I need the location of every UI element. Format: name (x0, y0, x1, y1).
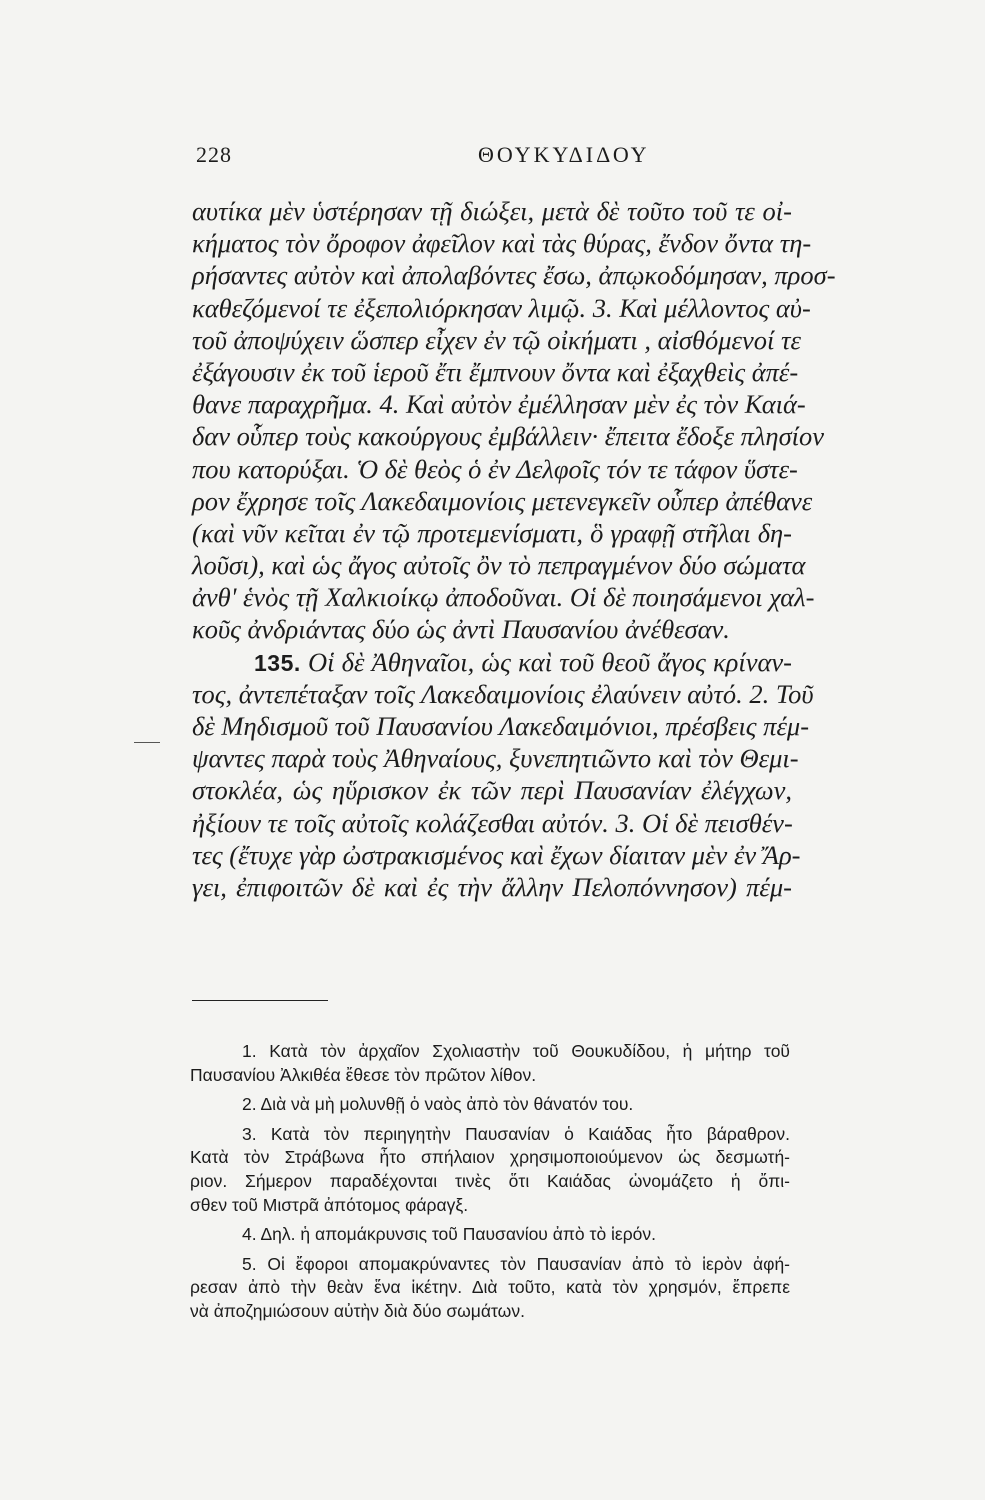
margin-mark (134, 742, 160, 743)
page-header (196, 142, 786, 172)
footnote-line: 2. Διὰ νὰ μὴ μολυνθῇ ὁ ναὸς ἀπὸ τὸν θάνατόν του. (242, 1094, 634, 1115)
footnotes (190, 1040, 790, 1330)
text-line: ρον ἔχρησε τοῖς Λακεδαιμονίοις μετενεγκεῖν οὗπερ ἀπέθανε (192, 485, 813, 516)
section-first-line (192, 646, 792, 678)
text-line: κοῦς ἀνδριάντας δύο ὡς ἀντὶ Παυσανίου ἀνέθεσαν. (192, 614, 730, 645)
text-line: ἐξάγουσιν ἐκ τοῦ ἱεροῦ ἔτι ἔμπνουν ὄντα καὶ ἐξαχθεὶς ἀπέ- (192, 356, 799, 387)
footnote-5 (190, 1253, 790, 1324)
text-line: δὲ Μηδισμοῦ τοῦ Παυσανίου Λακεδαιμόνιοι, πρέσβεις πέμ- (192, 711, 810, 741)
text-line: καθεζόμενοί τε ἐξεπολιόρκησαν λιμῷ. 3. Καὶ μέλλοντος αὐ- (192, 292, 811, 323)
text-line: γει, ἐπιφοιτῶν δὲ καὶ ἐς τὴν ἄλλην Πελοπόννησον) πέμ- (192, 871, 792, 902)
footnote-1 (190, 1040, 790, 1087)
text-line: στοκλέα, ὡς ηὕρισκον ἐκ τῶν περὶ Παυσανίαν ἐλέγχων, (192, 775, 792, 806)
section-first-line-text: Οἱ δὲ Ἀθηναῖοι, ὡς καὶ τοῦ θεοῦ ἄγος κρίναν- (307, 646, 793, 677)
footnote-line: Κατὰ τὸν Στράβωνα ἦτο σπήλαιον χρησιμοποιούμενον ὡς δεσμωτή- (190, 1147, 790, 1168)
text-line: τες (ἔτυχε γὰρ ὠστρακισμένος καὶ ἔχων δίαιταν μὲν ἐν Ἄρ- (192, 839, 801, 870)
text-line: ἀνθ' ἑνὸς τῇ Χαλκιοίκῳ ἀποδοῦναι. Οἱ δὲ ποιησάμενοι χαλ- (192, 582, 815, 613)
section-number: 135. (254, 649, 301, 676)
footnote-4 (190, 1223, 790, 1247)
footnote-line: νὰ ἀποζημιώσουν αὐτὴν διὰ δύο σωμάτων. (190, 1300, 525, 1321)
footnote-line: 5. Οἱ ἔφοροι απομακρύναντες τὸν Παυσανίαν ἀπὸ τὸ ἱερὸν ἀφή- (242, 1253, 790, 1274)
text-line: θανε παραχρῆμα. 4. Καὶ αὐτὸν ἐμέλλησαν μὲν ἐς τὸν Καιά- (192, 389, 806, 420)
footnote-line: σθεν τοῦ Μιστρᾶ ἀπότομος φάραγξ. (190, 1194, 469, 1215)
footnote-2 (190, 1093, 790, 1117)
text-line: (καὶ νῦν κεῖται ἐν τῷ προτεμενίσματι, ὃ γραφῇ στῆλαι δη- (192, 517, 792, 548)
footnote-divider (192, 1000, 328, 1001)
footnote-line: Παυσανίου Ἀλκιθέα ἔθεσε τὸν πρῶτον λίθον. (190, 1064, 537, 1085)
footnote-line: ρεσαν ἀπὸ τὴν θεὰν ἕνα ἱκέτην. Διὰ τοῦτο, κατὰ τὸν χρησμόν, ἔπρεπε (190, 1277, 790, 1298)
running-head: ΘΟΥΚΥΔΙΔΟΥ (478, 142, 650, 167)
page-number: 228 (196, 142, 232, 167)
footnote-line: ριον. Σήμερον παραδέχονται τινὲς ὅτι Καιάδας ὠνομάζετο ἡ ὄπι- (190, 1170, 790, 1191)
text-line: τος, ἀντεπέταξαν τοῖς Λακεδαιμονίοις ἐλαύνειν αὐτό. 2. Τοῦ (192, 678, 814, 709)
footnote-line: 1. Κατὰ τὸν ἀρχαῖον Σχολιαστὴν τοῦ Θουκυδίδου, ἡ μήτηρ τοῦ (242, 1041, 790, 1061)
text-line: αυτίκα μὲν ὑστέρησαν τῇ διώξει, μετὰ δὲ τοῦτο τοῦ τε οἰ- (192, 196, 792, 226)
footnote-3 (190, 1123, 790, 1217)
main-text (192, 195, 836, 903)
footnote-line: 4. Δηλ. ἡ απομάκρυνσις τοῦ Παυσανίου ἀπὸ τὸ ἱερόν. (242, 1224, 657, 1245)
text-line: ρήσαντες αὐτὸν καὶ ἀπολαβόντες ἔσω, ἀπῳκοδόμησαν, προσ- (192, 260, 836, 291)
text-line: κήματος τὸν ὄροφον ἀφεῖλον καὶ τὰς θύρας, ἔνδον ὄντα τη- (192, 228, 812, 259)
text-line: που κατορύξαι. Ὁ δὲ θεὸς ὁ ἐν Δελφοῖς τόν τε τάφον ὕστε- (192, 453, 798, 484)
text-line: λοῦσι), καὶ ὡς ἄγος αὐτοῖς ὂν τὸ πεπραγμένον δύο σώματα (192, 550, 806, 581)
text-line: ψαντες παρὰ τοὺς Ἀθηναίους, ξυνεπητιῶντο καὶ τὸν Θεμι- (192, 743, 799, 774)
text-line: δαν οὗπερ τοὺς κακούργους ἐμβάλλειν· ἔπειτα ἔδοξε πλησίον (192, 421, 825, 452)
text-line: ἠξίουν τε τοῖς αὐτοῖς κολάζεσθαι αὐτόν. 3. Οἱ δὲ πεισθέν- (192, 807, 793, 838)
footnote-line: 3. Κατὰ τὸν περιηγητὴν Παυσανίαν ὁ Καιάδας ἦτο βάραθρον. (242, 1123, 790, 1144)
text-line: τοῦ ἀποψύχειν ὥσπερ εἶχεν ἐν τῷ οἰκήματι , αἰσθόμενοί τε (192, 324, 801, 355)
